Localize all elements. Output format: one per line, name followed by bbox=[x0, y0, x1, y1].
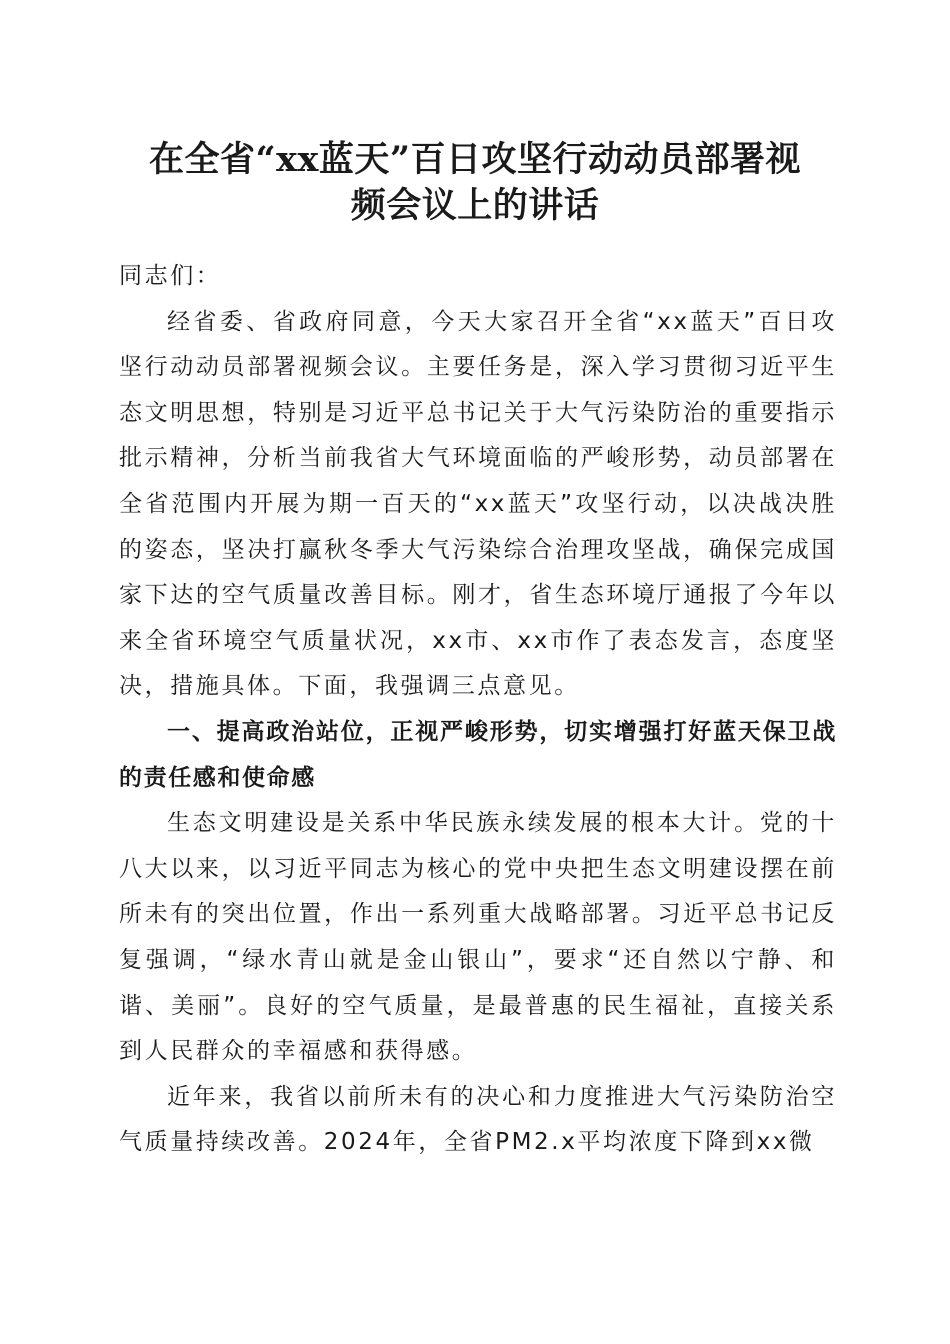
document-title-line-2: 频会议上的讲话 bbox=[350, 185, 600, 226]
section-1-paragraph: 生态文明建设是关系中华民族永续发展的根本大计。党的十八大以来，以习近平同志为核心的党中央把生态文明建设摆在前所未有的突出位置，作出一系列重大战略部署。习近平总书记反复强调，“绿水青山就是金山银山”，要求“还自然以宁静、和谐、美丽”。良好的空气质量，是最普惠的民生福祉，直接关系到人民群众的幸福感和获得感。 bbox=[119, 810, 837, 1065]
salutation: 同志们： bbox=[119, 263, 222, 289]
document-body bbox=[119, 254, 837, 1166]
section-1-paragraph: 近年来，我省以前所未有的决心和力度推进大气污染防治空气质量持续改善。2024年，全省PM2.x平均浓度下降到xx微 bbox=[119, 1083, 837, 1156]
document-title-line-1: 在全省“xx蓝天”百日攻坚行动动员部署视 bbox=[149, 139, 801, 180]
opening-paragraph: 经省委、省政府同意，今天大家召开全省“xx蓝天”百日攻坚行动动员部署视频会议。主要任务是，深入学习贯彻习近平生态文明思想，特别是习近平总书记关于大气污染防治的重要指示批示精神，分析当前我省大气环境面临的严峻形势，动员部署在全省范围内开展为期一百天的“xx蓝天”攻坚行动，以决战决胜的姿态，坚决打赢秋冬季大气污染综合治理攻坚战，确保完成国家下达的空气质量改善目标。刚才，省生态环境厅通报了今年以来全省环境空气质量状况，xx市、xx市作了表态发言，态度坚决，措施具体。下面，我强调三点意见。 bbox=[119, 308, 837, 700]
section-heading-1: 一、提高政治站位，正视严峻形势，切实增强打好蓝天保卫战的责任感和使命感 bbox=[119, 718, 837, 791]
